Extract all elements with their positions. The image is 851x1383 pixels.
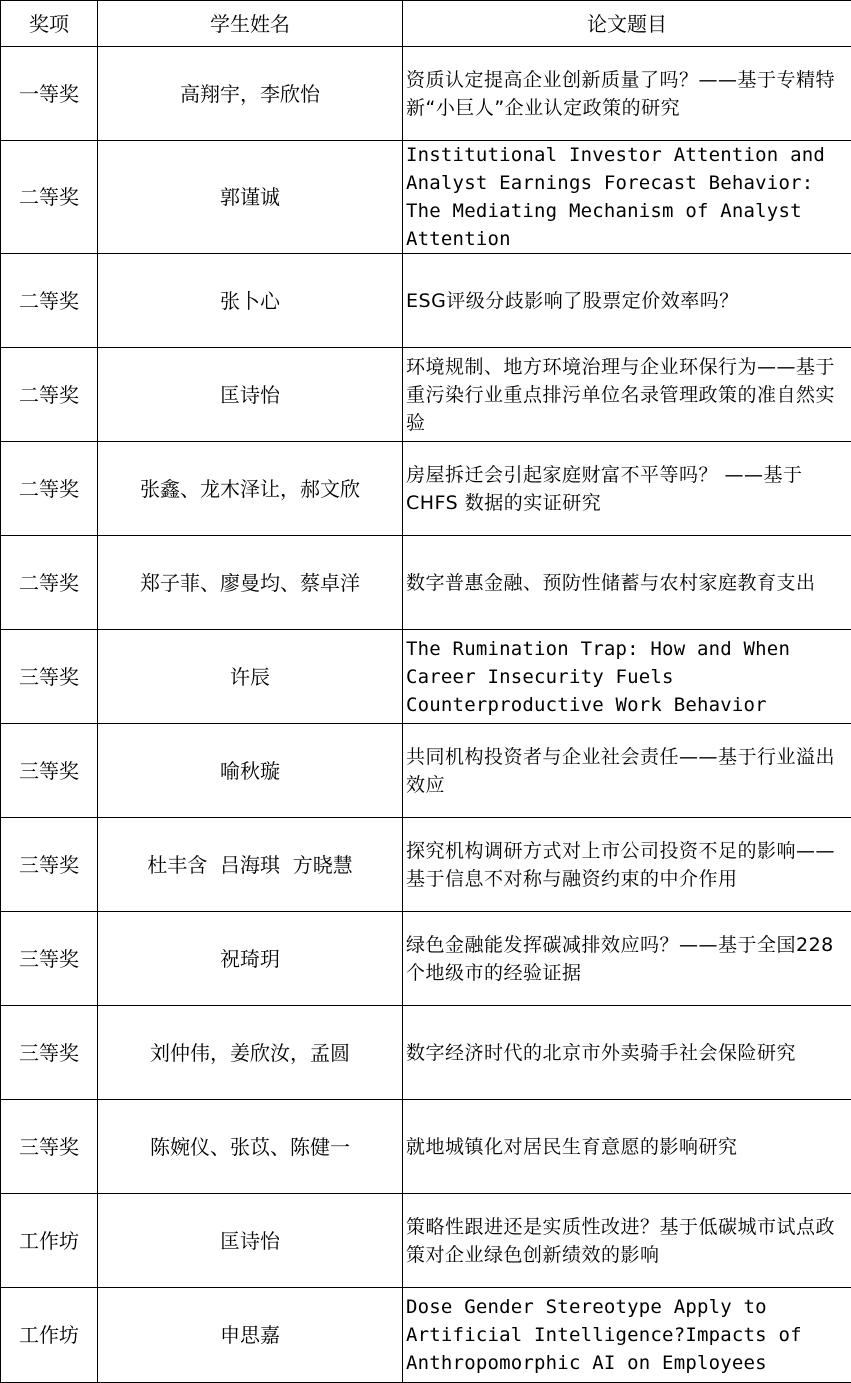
table-row bbox=[1, 536, 851, 630]
paper-title-cell: 绿色金融能发挥碳减排效应吗？——基于全国228个地级市的经验证据 bbox=[403, 912, 851, 1006]
table-row bbox=[1, 47, 851, 141]
paper-title-cell: 策略性跟进还是实质性改进？基于低碳城市试点政策对企业绿色创新绩效的影响 bbox=[403, 1194, 851, 1288]
award-cell: 二等奖 bbox=[1, 442, 98, 536]
student-names-cell: 刘仲伟，姜欣汝，孟圆 bbox=[98, 1006, 403, 1100]
award-cell: 工作坊 bbox=[1, 1288, 98, 1383]
award-cell: 二等奖 bbox=[1, 254, 98, 348]
student-names-cell: 许辰 bbox=[98, 630, 403, 724]
award-cell: 三等奖 bbox=[1, 818, 98, 912]
table-row bbox=[1, 630, 851, 724]
table-row bbox=[1, 348, 851, 442]
student-names-cell: 陈婉仪、张苡、陈健一 bbox=[98, 1100, 403, 1194]
table-row bbox=[1, 141, 851, 254]
table-row bbox=[1, 724, 851, 818]
paper-title-cell: Institutional Investor Attention and Analyst Earnings Forecast Behavior: The Mediating Mechanism of Analyst Attention bbox=[403, 141, 851, 254]
header-student-names: 学生姓名 bbox=[98, 1, 403, 47]
table-row bbox=[1, 254, 851, 348]
student-names-cell: 匡诗怡 bbox=[98, 348, 403, 442]
student-names-cell: 郑子菲、廖曼均、蔡卓洋 bbox=[98, 536, 403, 630]
award-cell: 一等奖 bbox=[1, 47, 98, 141]
student-names-cell: 匡诗怡 bbox=[98, 1194, 403, 1288]
award-cell: 三等奖 bbox=[1, 912, 98, 1006]
award-cell: 二等奖 bbox=[1, 536, 98, 630]
table-row bbox=[1, 1288, 851, 1383]
table-row bbox=[1, 818, 851, 912]
paper-title-cell: 房屋拆迁会引起家庭财富不平等吗？ ——基于 CHFS 数据的实证研究 bbox=[403, 442, 851, 536]
paper-title-cell: 数字经济时代的北京市外卖骑手社会保险研究 bbox=[403, 1006, 851, 1100]
award-cell: 工作坊 bbox=[1, 1194, 98, 1288]
table-row bbox=[1, 1194, 851, 1288]
student-names-cell: 祝琦玥 bbox=[98, 912, 403, 1006]
paper-title-cell: 探究机构调研方式对上市公司投资不足的影响——基于信息不对称与融资约束的中介作用 bbox=[403, 818, 851, 912]
table-header-row bbox=[1, 1, 851, 47]
table-row bbox=[1, 442, 851, 536]
award-cell: 三等奖 bbox=[1, 1006, 98, 1100]
paper-title-cell: ESG评级分歧影响了股票定价效率吗？ bbox=[403, 254, 851, 348]
award-cell: 二等奖 bbox=[1, 348, 98, 442]
paper-title-cell: 就地城镇化对居民生育意愿的影响研究 bbox=[403, 1100, 851, 1194]
award-cell: 三等奖 bbox=[1, 724, 98, 818]
student-names-cell: 申思嘉 bbox=[98, 1288, 403, 1383]
paper-title-cell: 资质认定提高企业创新质量了吗？——基于专精特新“小巨人”企业认定政策的研究 bbox=[403, 47, 851, 141]
header-award: 奖项 bbox=[1, 1, 98, 47]
student-names-cell: 张卜心 bbox=[98, 254, 403, 348]
student-names-cell: 郭谨诚 bbox=[98, 141, 403, 254]
paper-title-cell: The Rumination Trap: How and When Career Insecurity Fuels Counterproductive Work Behavior bbox=[403, 630, 851, 724]
paper-title-cell: Dose Gender Stereotype Apply to Artificial Intelligence?Impacts of Anthropomorphic AI on Employees bbox=[403, 1288, 851, 1383]
paper-title-cell: 数字普惠金融、预防性储蓄与农村家庭教育支出 bbox=[403, 536, 851, 630]
paper-title-cell: 环境规制、地方环境治理与企业环保行为——基于重污染行业重点排污单位名录管理政策的准自然实验 bbox=[403, 348, 851, 442]
student-names-cell: 杜丰含 吕海琪 方晓慧 bbox=[98, 818, 403, 912]
paper-title-cell: 共同机构投资者与企业社会责任——基于行业溢出效应 bbox=[403, 724, 851, 818]
award-cell: 三等奖 bbox=[1, 1100, 98, 1194]
table-row bbox=[1, 912, 851, 1006]
table-row bbox=[1, 1006, 851, 1100]
student-names-cell: 张鑫、龙木泽让，郝文欣 bbox=[98, 442, 403, 536]
table-row bbox=[1, 1100, 851, 1194]
student-names-cell: 高翔宇，李欣怡 bbox=[98, 47, 403, 141]
student-names-cell: 喻秋璇 bbox=[98, 724, 403, 818]
award-cell: 二等奖 bbox=[1, 141, 98, 254]
award-cell: 三等奖 bbox=[1, 630, 98, 724]
header-paper-title: 论文题目 bbox=[403, 1, 851, 47]
